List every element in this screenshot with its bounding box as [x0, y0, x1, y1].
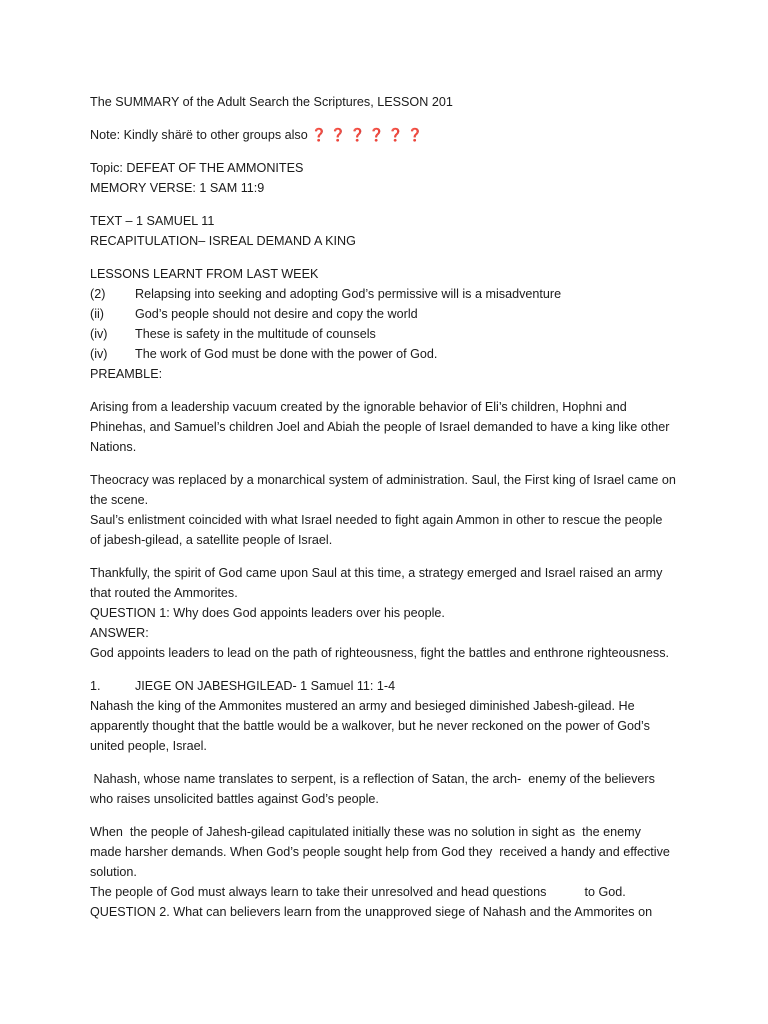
lesson-item: [90, 324, 690, 344]
paragraph-line: Nahash the king of the Ammonites mustered an army and besieged diminished Jabesh-gilead. He: [90, 699, 635, 713]
paragraph-line: When the people of Jahesh-gilead capitulated initially these was no solution in sight as the enemy: [90, 825, 641, 839]
paragraph-line: Theocracy was replaced by a monarchical system of administration. Saul, the First king of Israel came on: [90, 473, 676, 487]
section-title: JIEGE ON JABESHGILEAD- 1 Samuel 11: 1-4: [135, 679, 396, 693]
preamble-paragraph: [90, 397, 690, 457]
lesson-number: (iv): [90, 327, 108, 341]
topic-line: Topic: DEFEAT OF THE AMMONITES: [90, 161, 304, 175]
lesson-text: Relapsing into seeking and adopting God’s permissive will is a misadventure: [135, 287, 562, 301]
lesson-item: [90, 304, 690, 324]
section-heading: [90, 676, 690, 696]
lesson-number: (2): [90, 287, 106, 301]
paragraph-line: Nahash, whose name translates to serpent, is a reflection of Satan, the arch- enemy of the believers: [90, 772, 655, 786]
lesson-text: God’s people should not desire and copy the world: [135, 307, 418, 321]
preamble-heading: PREAMBLE:: [90, 367, 163, 381]
lesson-number: (iv): [90, 347, 108, 361]
paragraph-line: Saul’s enlistment coincided with what Israel needed to fight again Ammon in other to rescue the people: [90, 513, 663, 527]
recapitulation-line: RECAPITULATION– ISREAL DEMAND A KING: [90, 234, 356, 248]
document-title: The SUMMARY of the Adult Search the Scriptures, LESSON 201: [90, 95, 453, 109]
paragraph-line: Thankfully, the spirit of God came upon Saul at this time, a strategy emerged and Israel raised an army: [90, 566, 663, 580]
paragraph-line: [90, 882, 690, 902]
paragraph-segment: The people of God must always learn to take their unresolved and head questions: [90, 885, 547, 899]
capitulation-paragraph: [90, 822, 690, 922]
lesson-text: The work of God must be done with the power of God.: [135, 347, 438, 361]
answer-line: God appoints leaders to lead on the path of righteousness, fight the battles and enthrone righteousness.: [90, 646, 670, 660]
nahash-paragraph: [90, 696, 690, 756]
paragraph-line: made harsher demands. When God’s people sought help from God they received a handy and effective: [90, 845, 670, 859]
lesson-item: [90, 344, 690, 364]
paragraph-segment: to God.: [584, 885, 626, 899]
lesson-text: These is safety in the multitude of counsels: [135, 327, 376, 341]
paragraph-line: who raises unsolicited battles against God’s people.: [90, 792, 379, 806]
memory-verse-line: MEMORY VERSE: 1 SAM 11:9: [90, 181, 265, 195]
theocracy-paragraph: [90, 470, 690, 550]
paragraph-line: Phinehas, and Samuel’s children Joel and Abiah the people of Israel demanded to have a king like other: [90, 420, 670, 434]
lesson-item: [90, 284, 690, 304]
text-reference: TEXT – 1 SAMUEL 11: [90, 214, 215, 228]
lessons-heading: LESSONS LEARNT FROM LAST WEEK: [90, 267, 319, 281]
document-page: [90, 92, 690, 922]
share-note: Note: Kindly shärë to other groups also ❓ ❓ ❓ ❓ ❓ ❓: [90, 128, 423, 142]
question-line: QUESTION 1: Why does God appoints leaders over his people.: [90, 606, 445, 620]
paragraph-line: Nations.: [90, 440, 137, 454]
paragraph-line: Arising from a leadership vacuum created by the ignorable behavior of Eli’s children, Hophni and: [90, 400, 627, 414]
paragraph-line: apparently thought that the battle would be a walkover, but he never reckoned on the power of God’s: [90, 719, 650, 733]
paragraph-line: united people, Israel.: [90, 739, 207, 753]
section-number: 1.: [90, 679, 101, 693]
paragraph-line: of jabesh-gilead, a satellite people of Israel.: [90, 533, 333, 547]
question-line: QUESTION 2. What can believers learn from the unapproved siege of Nahash and the Ammorites on: [90, 905, 653, 919]
paragraph-line: the scene.: [90, 493, 149, 507]
question-one-paragraph: [90, 563, 690, 663]
serpent-paragraph: [90, 769, 690, 809]
paragraph-line: solution.: [90, 865, 137, 879]
paragraph-line: that routed the Ammorites.: [90, 586, 238, 600]
answer-label: ANSWER:: [90, 626, 149, 640]
lesson-number: (ii): [90, 307, 104, 321]
